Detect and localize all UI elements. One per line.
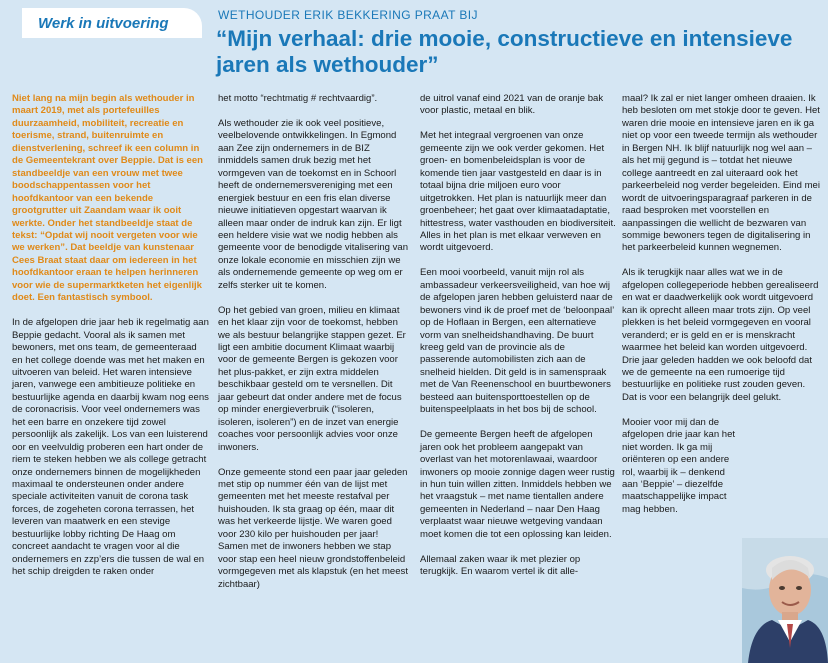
paragraph: De gemeente Bergen heeft de afgelopen jaren ook het probleem aangepakt van overlast van het motorenlawaai, waardoor inwoners op mooie zonnige dagen weer rustig in hun tuin willen zitten. Inmiddels hebben we het vraagstuk – met name tientallen andere gemeenten in Nederland – naar Den Haag verplaatst waar nieuwe wetgeving vandaan moet komen die tot een oplossing kan leiden.: [420, 429, 615, 540]
paragraph: het motto “rechtmatig # rechtvaardig”.: [218, 93, 378, 104]
column-1: [12, 93, 209, 579]
paragraph: Onze gemeente stond een paar jaar geleden met stip op nummer één van de lijst met gemeenten met het meeste restafval per huishouden. Ik sta graag op één, maar dit was het verkeerde lijstje. We waren goed voor 230 kilo per huishouden per jaar! Samen met de inwoners hebben we stap voor stap een heel nieuw grondstoffenbeleid vormgegeven met als klapstuk (en het meest zichtbaar): [218, 466, 408, 590]
paragraph: de uitrol vanaf eind 2021 van de oranje bak voor plastic, metaal en blik.: [420, 93, 604, 117]
paragraph: Op het gebied van groen, milieu en klimaat en het klaar zijn voor de toekomst, hebben we als bestuur belangrijke stappen gezet. Er ligt een ambitie document Klimaat waarbij voor de gemeente Bergen is gekozen voor het plus-pakket, er zijn extra middelen beschikbaar gesteld om te versnellen. Dit jaar gebeurt dat onder andere met de focus op minder energieverbruik (“isoleren, isoleren, isoleren”) en de inzet van energie coaches voor persoonlijk advies voor onze inwoners.: [218, 304, 406, 453]
paragraph: Als ik terugkijk naar alles wat we in de afgelopen collegeperiode hebben gerealiseerd en wat er daadwerkelijk ook wordt uitgevoerd kan ik oprecht alleen maar trots zijn. Op veel plekken is het beleid vormgegeven en vooral veranderd; er is geld en er is menskracht waarmee het beleid kan worden uitgevoerd. Drie jaar geleden hadden we ook beloofd dat we de gemeente na een rumoerige tijd bestuurlijke en politieke rust zouden geven. Dat is voor een belangrijk deel gelukt.: [622, 267, 819, 403]
column-3: [420, 93, 616, 579]
portrait-illustration: [742, 538, 828, 663]
portrait-photo: [742, 538, 828, 663]
kicker: WETHOUDER ERIK BEKKERING PRAAT BIJ: [218, 8, 478, 22]
section-label: Werk in uitvoering: [38, 14, 169, 32]
headline: “Mijn verhaal: drie mooie, constructieve en intensieve jaren als wethouder”: [216, 26, 793, 77]
lead-paragraph: Niet lang na mijn begin als wethouder in maart 2019, met als portefeuilles duurzaamheid, mobiliteit, recreatie en toerisme, strand, buitenruimte en dienstverlening, schreef ik een column in de Gemeentekrant over Beppie. Dat is een standbeeldje van een vrouw met twee boodschappentassen voor het hoofdkantoor van een bekende grootgrutter uit Zaandam waar ik ooit werkte. Onder het standbeeldje staat de tekst: “Opdat wij nooit vergeten voor wie we werken”. Dat beeldje van kunstenaar Cees Braat staat daar om iedereen in het hoofdkantoor eraan te helpen herinneren voor wie de supermarktketen het eigenlijk doet. Een fantastisch symbool.: [12, 93, 204, 304]
column-2: [218, 93, 410, 591]
section-label-badge: [22, 8, 202, 38]
paragraph: Een mooi voorbeeld, vanuit mijn rol als ambassadeur verkeersveiligheid, van hoe wij de afgelopen jaren hebben geluisterd naar de bewoners vind ik de proef met de ‘beloonpaal’ op de Hoflaan in Bergen, een alternatieve vorm van snelheidshandhaving. De buurt kreeg geld van de provincie als de passerende automobilisten zich aan de snelheid hielden. Dit geld is in samenspraak met de Van Reenenschool en buurtbewoners besteed aan buitensporttoestellen op de buitenspeelplaats in het bos bij de school.: [420, 267, 614, 416]
paragraph: Met het integraal vergroenen van onze gemeente zijn we ook verder gekomen. Het groen- en bomenbeleidsplan is voor de komende tien jaar vastgesteld en daar is in totaal bijna drie miljoen euro voor uitgetrokken. Het plan is natuurlijk meer dan groenbeheer; het gaat over klimaatadaptatie, hittestress, water vasthouden en biodiversiteit. Alles in het plan is met elkaar verweven en wordt uitgevoerd.: [420, 130, 616, 254]
column-4: [622, 93, 822, 516]
paragraph: Als wethouder zie ik ook veel positieve, veelbelovende ontwikkelingen. In Egmond aan Zee zijn ondernemers in de BIZ inmiddels samen druk bezig met het vormgeven van de toekomst en in Schoorl heeft de ondernemersvereniging met een energiek bestuur en een fris elan diverse nieuwe initiatieven opgestart waarvan ik alleen maar onder de indruk kan zijn. Er ligt een heldere visie wat we nodig hebben als gemeente voor de benodigde vitalisering van onze lokale economie en misschien zijn we als ondernemende gemeente op weg om er zelfs sterker uit te komen.: [218, 117, 409, 291]
paragraph: In de afgelopen drie jaar heb ik regelmatig aan Beppie gedacht. Vooral als ik samen met bewoners, met ons team, de gemeenteraad en het college doende was met het maken en uitvoeren van beleid. Het waren intensieve jaren, vanwege een ambitieuze politieke en bestuurlijke agenda en daarbij kwam nog eens de coronacrisis. Voor veel ondernemers was het een barre en onzekere tijd zowel persoonlijk als zakelijk. Los van een luisterend oor en veelvuldig proberen een hart onder de riem te steken hebben we als college getracht onze ondernemers binnen de mogelijkheden maximaal te ondersteunen onder andere speciale activiteiten vanuit de corona task forces, de zogeheten corona terrassen, het leveren van maatwerk en een stevige bestuurlijke lobby richting De Haag om concreet aandacht te vragen voor al die ondernemers en zzp’ers die tussen de wal en het schip dreigden te raken onder: [12, 317, 209, 578]
paragraph: Allemaal zaken waar ik met plezier op terugkijk. En waarom vertel ik dit alle-: [420, 553, 581, 578]
paragraph: maal? Ik zal er niet langer omheen draaien. Ik heb besloten om met stokje door te geven. Het waren drie mooie en intensieve jaren en ik ga niet op voor een tweede termijn als wethouder in Bergen NH. Ik blijf natuurlijk nog wel aan – als het mij gegund is – totdat het nieuwe college aantreedt en zal uiteraard ook het parkeerbeleid nog verder begeleiden. Eind mei wordt de uitvoeringsparagraaf parkeren in de raad besproken met voorstellen en aanpassingen die wellicht de bezwaren van sommige bewoners tegen de digitalisering in het parkeerbeleid kunnen wegnemen.: [622, 93, 820, 254]
paragraph: Mooier voor mij dan de afgelopen drie jaar kan het niet worden. Ik ga mij oriënteren op een andere rol, waarbij ik – denkend aan ‘Beppie’ – diezelfde maatschappelijke impact mag hebben.: [622, 416, 736, 515]
